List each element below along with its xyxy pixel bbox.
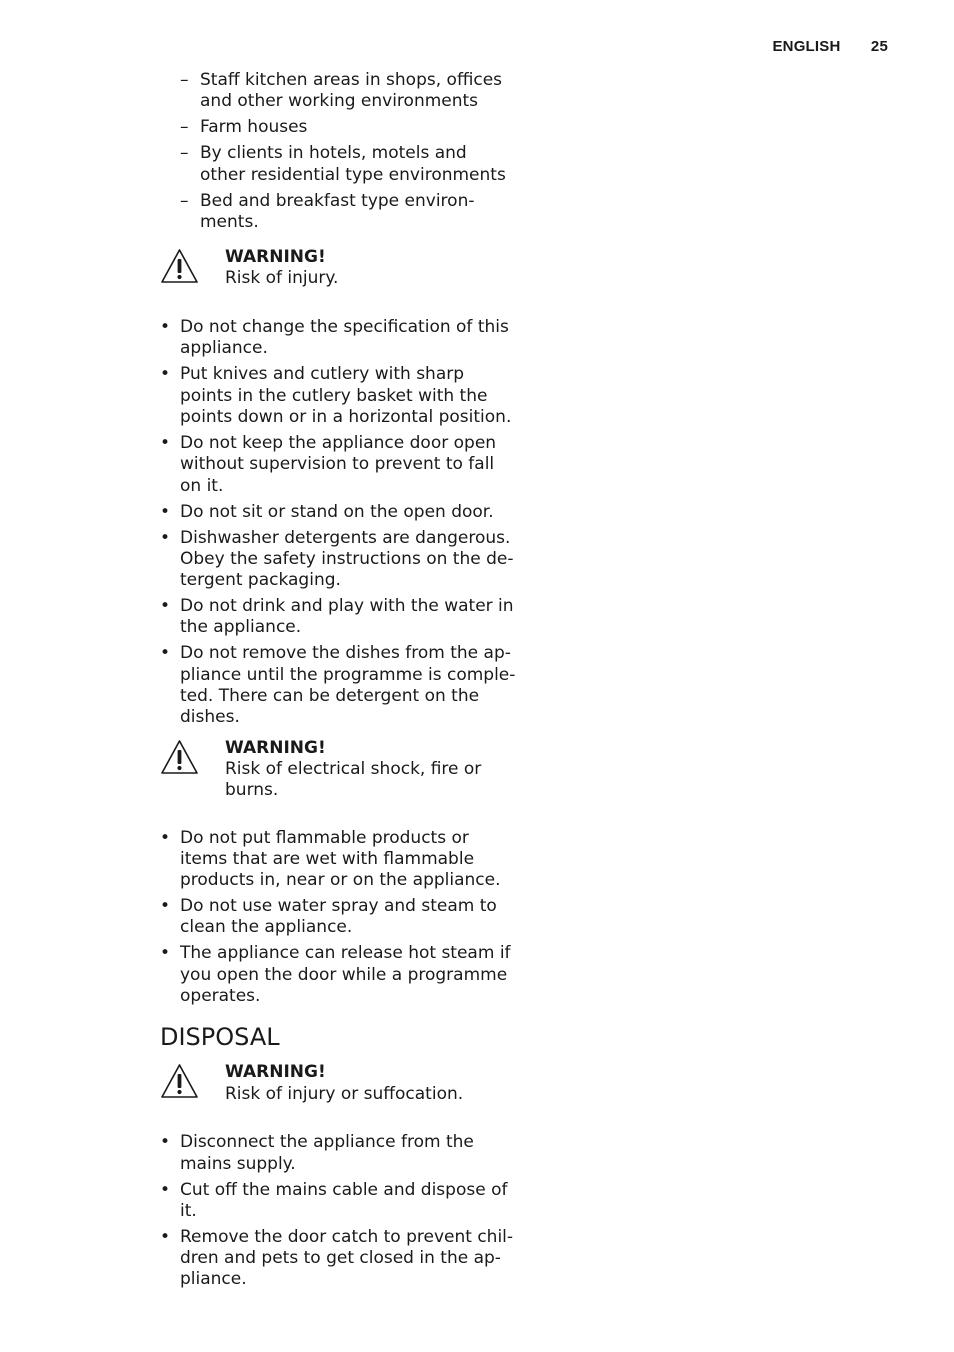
- warning-title: WARNING!: [225, 737, 326, 758]
- list-item: – Staff kitchen areas in shops, offices and other working environments: [180, 70, 503, 112]
- list-item: • Put knives and cutlery with sharp points in the cutlery basket with the points down or in a horizontal position.: [160, 364, 512, 428]
- page-header: [772, 38, 888, 55]
- page-number: 25: [870, 38, 888, 55]
- list-item: • Do not drink and play with the water in the appliance.: [160, 596, 514, 638]
- warning-triangle-icon: [160, 739, 199, 775]
- list-item: • Do not remove the dishes from the appliance until the programme is completed. There can be detergent on the dishes.: [160, 643, 516, 728]
- warning-text: Risk of injury or suffocation.: [225, 1083, 464, 1104]
- list-item: • The appliance can release hot steam if you open the door while a programme operates.: [160, 943, 511, 1006]
- content-column: [160, 70, 516, 1295]
- header-language: ENGLISH: [772, 38, 841, 55]
- list-item: – Farm houses: [180, 117, 308, 138]
- list-item: • Dishwasher detergents are dangerous. Obey the safety instructions on the detergent packaging.: [160, 527, 514, 591]
- warning-text: Risk of injury.: [225, 268, 339, 289]
- warning-triangle-icon: [160, 1063, 199, 1099]
- usage-environment-list: [160, 70, 516, 233]
- disposal-list: [160, 1132, 516, 1290]
- list-item: • Cut off the mains cable and dispose of it.: [160, 1179, 508, 1221]
- safety-list-electrical: [160, 828, 516, 1008]
- warning-block-electrical: [160, 738, 516, 802]
- safety-list-general: [160, 317, 516, 728]
- list-item: • Do not keep the appliance door open without supervision to prevent to fall on it.: [160, 433, 497, 496]
- list-item: • Do not put flammable products or items that are wet with flammable products in, near or on the appliance.: [160, 827, 501, 891]
- warning-title: WARNING!: [225, 247, 326, 268]
- list-item: • Do not sit or stand on the open door.: [160, 501, 494, 522]
- list-item: • Remove the door catch to prevent children and pets to get closed in the appliance.: [160, 1226, 514, 1290]
- warning-title: WARNING!: [225, 1062, 326, 1083]
- section-title-disposal: DISPOSAL: [160, 1023, 280, 1052]
- list-item: • Disconnect the appliance from the mains supply.: [160, 1132, 474, 1174]
- warning-triangle-icon: [160, 248, 199, 284]
- list-item: – By clients in hotels, motels and other residential type environments: [180, 143, 506, 185]
- warning-block-suffocation: [160, 1062, 516, 1106]
- list-item: • Do not use water spray and steam to clean the appliance.: [160, 896, 497, 938]
- warning-block-injury: [160, 247, 516, 291]
- list-item: • Do not change the specification of this appliance.: [160, 317, 509, 359]
- list-item: – Bed and breakfast type environments.: [180, 190, 475, 232]
- warning-text: Risk of electrical shock, fire or burns.: [225, 758, 482, 801]
